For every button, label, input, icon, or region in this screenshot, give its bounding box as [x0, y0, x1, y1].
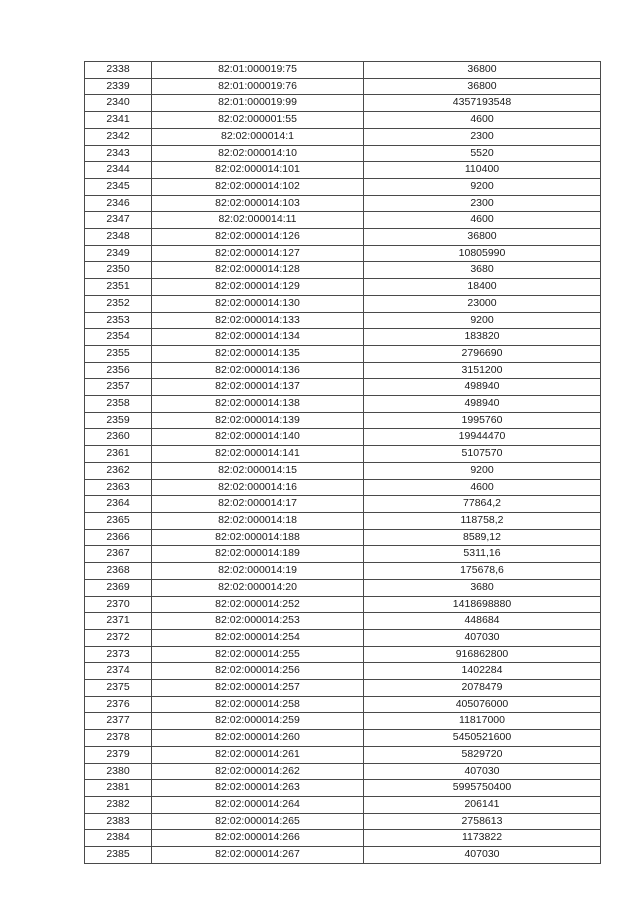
- value-cell: 8589,12: [364, 529, 601, 546]
- value-cell: 407030: [364, 629, 601, 646]
- row-number-cell: 2379: [85, 746, 152, 763]
- value-cell: 9200: [364, 462, 601, 479]
- value-cell: 407030: [364, 847, 601, 864]
- cadastral-number-cell: 82:02:000014:136: [152, 362, 364, 379]
- row-number-cell: 2343: [85, 145, 152, 162]
- row-number-cell: 2367: [85, 546, 152, 563]
- value-cell: 916862800: [364, 646, 601, 663]
- row-number-cell: 2372: [85, 629, 152, 646]
- table-row: [85, 830, 601, 847]
- cadastral-number-cell: 82:02:000014:254: [152, 629, 364, 646]
- table-row: [85, 312, 601, 329]
- row-number-cell: 2373: [85, 646, 152, 663]
- table-row: [85, 763, 601, 780]
- value-cell: 1173822: [364, 830, 601, 847]
- cadastral-number-cell: 82:02:000014:265: [152, 813, 364, 830]
- table-row: [85, 596, 601, 613]
- cadastral-value-table: [84, 61, 601, 864]
- table-row: [85, 746, 601, 763]
- table-row: [85, 512, 601, 529]
- value-cell: 9200: [364, 178, 601, 195]
- row-number-cell: 2371: [85, 613, 152, 630]
- cadastral-number-cell: 82:02:000014:20: [152, 579, 364, 596]
- row-number-cell: 2363: [85, 479, 152, 496]
- table-row: [85, 195, 601, 212]
- row-number-cell: 2357: [85, 379, 152, 396]
- table-row: [85, 546, 601, 563]
- cadastral-number-cell: 82:02:000014:263: [152, 780, 364, 797]
- row-number-cell: 2339: [85, 78, 152, 95]
- row-number-cell: 2351: [85, 279, 152, 296]
- cadastral-number-cell: 82:02:000014:17: [152, 496, 364, 513]
- table-row: [85, 696, 601, 713]
- cadastral-number-cell: 82:02:000014:260: [152, 730, 364, 747]
- row-number-cell: 2355: [85, 345, 152, 362]
- table-row: [85, 680, 601, 697]
- table-row: [85, 62, 601, 79]
- row-number-cell: 2348: [85, 229, 152, 246]
- cadastral-number-cell: 82:02:000014:262: [152, 763, 364, 780]
- row-number-cell: 2349: [85, 245, 152, 262]
- value-cell: 4600: [364, 479, 601, 496]
- row-number-cell: 2365: [85, 512, 152, 529]
- value-cell: 77864,2: [364, 496, 601, 513]
- row-number-cell: 2366: [85, 529, 152, 546]
- row-number-cell: 2338: [85, 62, 152, 79]
- cadastral-number-cell: 82:02:000014:259: [152, 713, 364, 730]
- row-number-cell: 2350: [85, 262, 152, 279]
- table-row: [85, 496, 601, 513]
- table-row: [85, 178, 601, 195]
- row-number-cell: 2384: [85, 830, 152, 847]
- cadastral-number-cell: 82:02:000014:253: [152, 613, 364, 630]
- row-number-cell: 2377: [85, 713, 152, 730]
- row-number-cell: 2358: [85, 396, 152, 413]
- row-number-cell: 2380: [85, 763, 152, 780]
- table-row: [85, 462, 601, 479]
- table-row: [85, 663, 601, 680]
- value-cell: 5450521600: [364, 730, 601, 747]
- row-number-cell: 2375: [85, 680, 152, 697]
- value-cell: 1995760: [364, 412, 601, 429]
- table-row: [85, 329, 601, 346]
- table-row: [85, 529, 601, 546]
- table-row: [85, 345, 601, 362]
- cadastral-number-cell: 82:02:000014:103: [152, 195, 364, 212]
- value-cell: 175678,6: [364, 563, 601, 580]
- value-cell: 183820: [364, 329, 601, 346]
- value-cell: 1418698880: [364, 596, 601, 613]
- row-number-cell: 2345: [85, 178, 152, 195]
- cadastral-number-cell: 82:02:000014:266: [152, 830, 364, 847]
- row-number-cell: 2382: [85, 796, 152, 813]
- row-number-cell: 2383: [85, 813, 152, 830]
- table-row: [85, 813, 601, 830]
- row-number-cell: 2376: [85, 696, 152, 713]
- cadastral-number-cell: 82:02:000001:55: [152, 112, 364, 129]
- row-number-cell: 2340: [85, 95, 152, 112]
- cadastral-number-cell: 82:02:000014:255: [152, 646, 364, 663]
- cadastral-number-cell: 82:02:000014:18: [152, 512, 364, 529]
- value-cell: 110400: [364, 162, 601, 179]
- value-cell: 11817000: [364, 713, 601, 730]
- value-cell: 4600: [364, 112, 601, 129]
- cadastral-number-cell: 82:02:000014:101: [152, 162, 364, 179]
- value-cell: 36800: [364, 78, 601, 95]
- table-row: [85, 613, 601, 630]
- value-cell: 405076000: [364, 696, 601, 713]
- value-cell: 5311,16: [364, 546, 601, 563]
- value-cell: 448684: [364, 613, 601, 630]
- value-cell: 2078479: [364, 680, 601, 697]
- cadastral-number-cell: 82:02:000014:139: [152, 412, 364, 429]
- table-row: [85, 429, 601, 446]
- value-cell: 2796690: [364, 345, 601, 362]
- row-number-cell: 2344: [85, 162, 152, 179]
- table-row: [85, 847, 601, 864]
- cadastral-number-cell: 82:02:000014:11: [152, 212, 364, 229]
- cadastral-number-cell: 82:02:000014:133: [152, 312, 364, 329]
- table-row: [85, 295, 601, 312]
- row-number-cell: 2347: [85, 212, 152, 229]
- value-cell: 3680: [364, 262, 601, 279]
- table-row: [85, 262, 601, 279]
- cadastral-number-cell: 82:02:000014:189: [152, 546, 364, 563]
- table-row: [85, 95, 601, 112]
- table-row: [85, 212, 601, 229]
- table-row: [85, 362, 601, 379]
- value-cell: 498940: [364, 379, 601, 396]
- table-row: [85, 579, 601, 596]
- table-row: [85, 730, 601, 747]
- cadastral-number-cell: 82:02:000014:264: [152, 796, 364, 813]
- row-number-cell: 2361: [85, 446, 152, 463]
- value-cell: 4600: [364, 212, 601, 229]
- value-cell: 5107570: [364, 446, 601, 463]
- cadastral-number-cell: 82:02:000014:141: [152, 446, 364, 463]
- value-cell: 5995750400: [364, 780, 601, 797]
- table-row: [85, 646, 601, 663]
- cadastral-number-cell: 82:02:000014:130: [152, 295, 364, 312]
- table-row: [85, 112, 601, 129]
- value-cell: 4357193548: [364, 95, 601, 112]
- row-number-cell: 2362: [85, 462, 152, 479]
- cadastral-number-cell: 82:02:000014:15: [152, 462, 364, 479]
- table-row: [85, 780, 601, 797]
- cadastral-number-cell: 82:02:000014:261: [152, 746, 364, 763]
- row-number-cell: 2370: [85, 596, 152, 613]
- cadastral-number-cell: 82:02:000014:126: [152, 229, 364, 246]
- table-row: [85, 629, 601, 646]
- row-number-cell: 2374: [85, 663, 152, 680]
- cadastral-number-cell: 82:02:000014:258: [152, 696, 364, 713]
- value-cell: 36800: [364, 62, 601, 79]
- row-number-cell: 2359: [85, 412, 152, 429]
- cadastral-number-cell: 82:02:000014:1: [152, 128, 364, 145]
- value-cell: 498940: [364, 396, 601, 413]
- row-number-cell: 2378: [85, 730, 152, 747]
- table-row: [85, 412, 601, 429]
- cadastral-number-cell: 82:02:000014:129: [152, 279, 364, 296]
- value-cell: 18400: [364, 279, 601, 296]
- table-row: [85, 245, 601, 262]
- table-row: [85, 396, 601, 413]
- value-cell: 3680: [364, 579, 601, 596]
- cadastral-number-cell: 82:02:000014:16: [152, 479, 364, 496]
- cadastral-number-cell: 82:02:000014:19: [152, 563, 364, 580]
- value-cell: 36800: [364, 229, 601, 246]
- table-row: [85, 713, 601, 730]
- value-cell: 5520: [364, 145, 601, 162]
- value-cell: 2300: [364, 128, 601, 145]
- row-number-cell: 2341: [85, 112, 152, 129]
- table-row: [85, 379, 601, 396]
- row-number-cell: 2364: [85, 496, 152, 513]
- row-number-cell: 2369: [85, 579, 152, 596]
- cadastral-number-cell: 82:02:000014:127: [152, 245, 364, 262]
- cadastral-number-cell: 82:01:000019:76: [152, 78, 364, 95]
- table-row: [85, 78, 601, 95]
- cadastral-number-cell: 82:02:000014:257: [152, 680, 364, 697]
- cadastral-number-cell: 82:02:000014:252: [152, 596, 364, 613]
- cadastral-number-cell: 82:02:000014:10: [152, 145, 364, 162]
- table-row: [85, 229, 601, 246]
- row-number-cell: 2353: [85, 312, 152, 329]
- value-cell: 2300: [364, 195, 601, 212]
- table-body: [85, 62, 601, 864]
- table-row: [85, 162, 601, 179]
- cadastral-number-cell: 82:02:000014:102: [152, 178, 364, 195]
- cadastral-number-cell: 82:02:000014:138: [152, 396, 364, 413]
- cadastral-number-cell: 82:02:000014:134: [152, 329, 364, 346]
- value-cell: 23000: [364, 295, 601, 312]
- cadastral-number-cell: 82:02:000014:267: [152, 847, 364, 864]
- value-cell: 2758613: [364, 813, 601, 830]
- cadastral-number-cell: 82:02:000014:128: [152, 262, 364, 279]
- value-cell: 206141: [364, 796, 601, 813]
- cadastral-number-cell: 82:02:000014:135: [152, 345, 364, 362]
- row-number-cell: 2352: [85, 295, 152, 312]
- row-number-cell: 2354: [85, 329, 152, 346]
- cadastral-number-cell: 82:02:000014:256: [152, 663, 364, 680]
- table-row: [85, 279, 601, 296]
- table-row: [85, 796, 601, 813]
- row-number-cell: 2360: [85, 429, 152, 446]
- row-number-cell: 2346: [85, 195, 152, 212]
- cadastral-number-cell: 82:02:000014:188: [152, 529, 364, 546]
- row-number-cell: 2356: [85, 362, 152, 379]
- row-number-cell: 2381: [85, 780, 152, 797]
- row-number-cell: 2342: [85, 128, 152, 145]
- value-cell: 118758,2: [364, 512, 601, 529]
- value-cell: 3151200: [364, 362, 601, 379]
- cadastral-number-cell: 82:01:000019:99: [152, 95, 364, 112]
- table-row: [85, 563, 601, 580]
- value-cell: 5829720: [364, 746, 601, 763]
- cadastral-number-cell: 82:02:000014:137: [152, 379, 364, 396]
- cadastral-number-cell: 82:01:000019:75: [152, 62, 364, 79]
- table-row: [85, 145, 601, 162]
- table-row: [85, 446, 601, 463]
- table-row: [85, 128, 601, 145]
- value-cell: 10805990: [364, 245, 601, 262]
- value-cell: 19944470: [364, 429, 601, 446]
- value-cell: 9200: [364, 312, 601, 329]
- row-number-cell: 2385: [85, 847, 152, 864]
- cadastral-number-cell: 82:02:000014:140: [152, 429, 364, 446]
- table-row: [85, 479, 601, 496]
- value-cell: 407030: [364, 763, 601, 780]
- row-number-cell: 2368: [85, 563, 152, 580]
- value-cell: 1402284: [364, 663, 601, 680]
